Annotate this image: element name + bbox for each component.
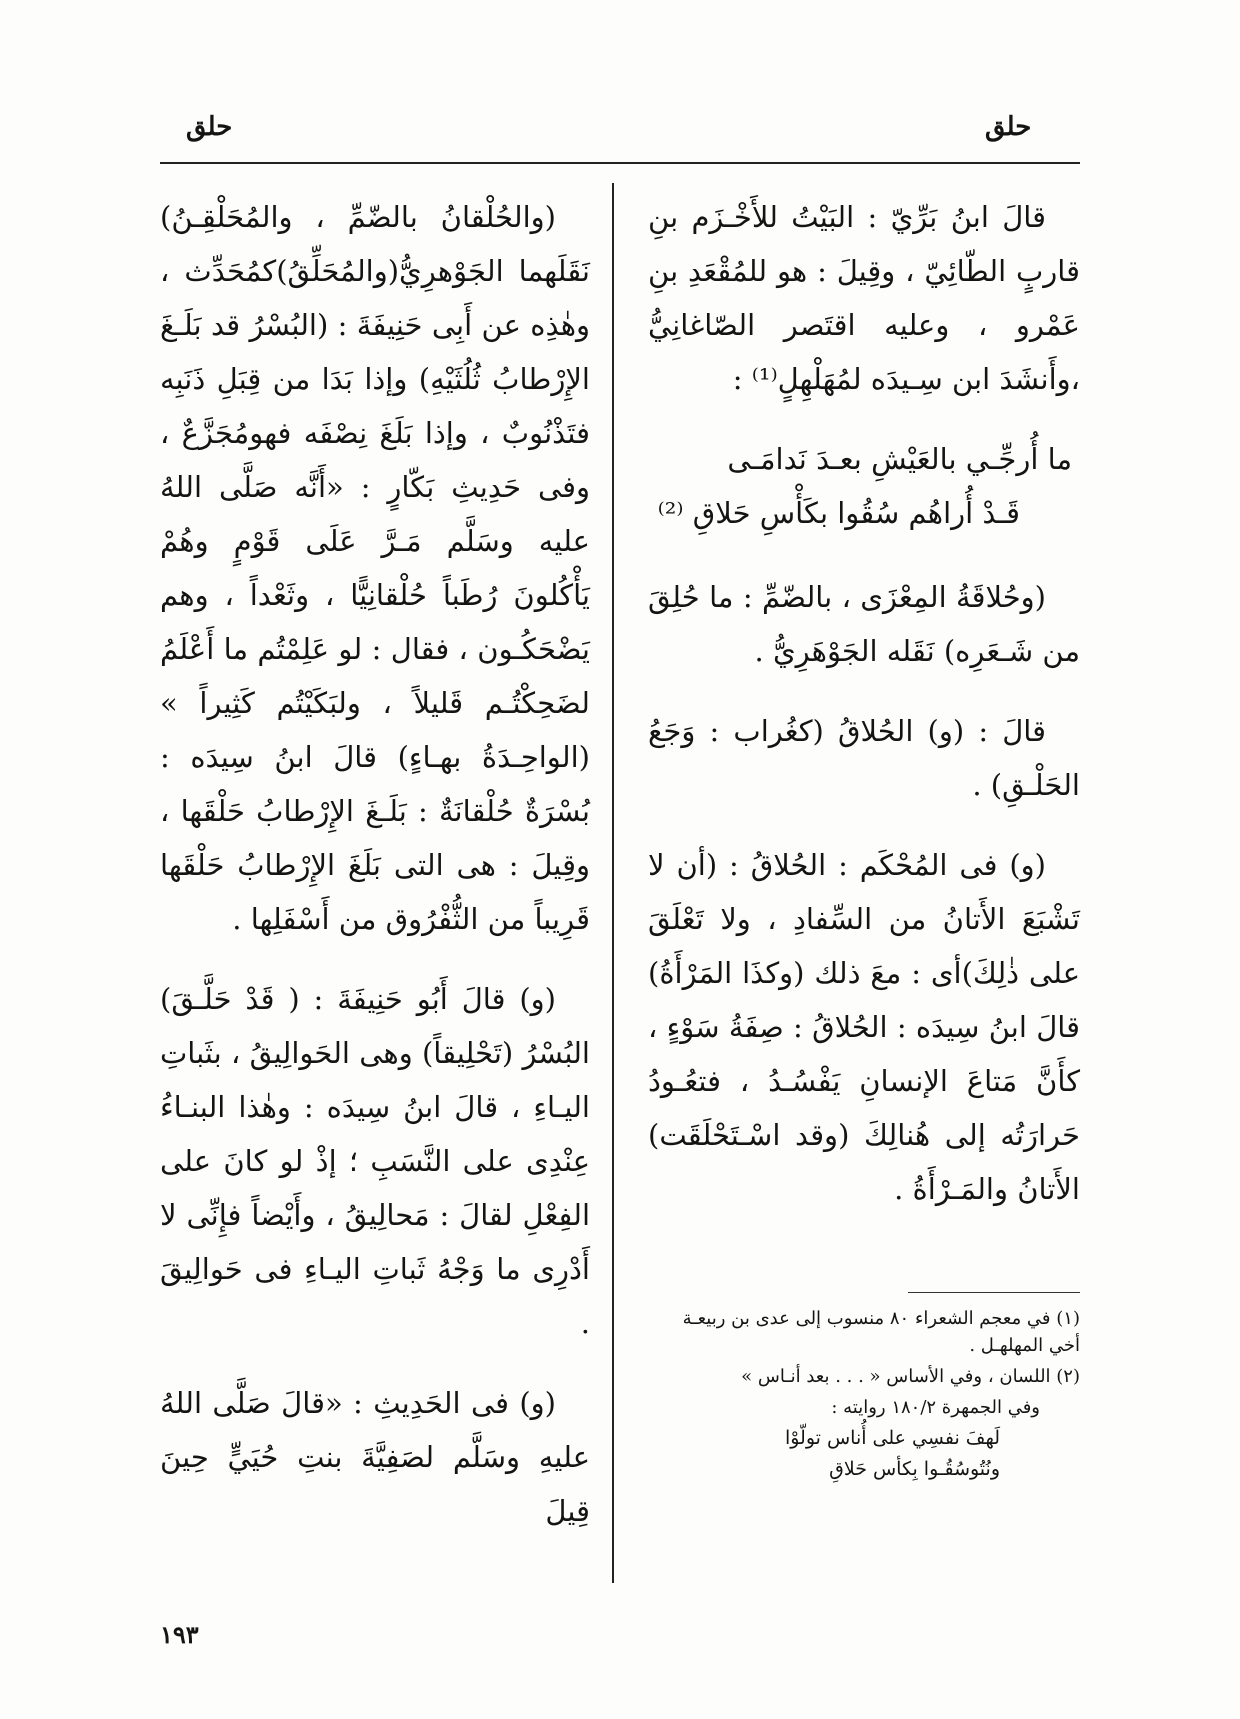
column-divider <box>612 183 614 1583</box>
footnote-2-continuation: وفي الجمهرة ١٨٠/٢ روايته : <box>831 1397 1040 1418</box>
verse-line-2: قَـدْ أُراهُم سُقُوا بكَأْسِ حَلاقِ ⁽²⁾ <box>657 496 1020 530</box>
footnote-2-verse-1: لَهفَ نفسِي على أُناس تولّوْا <box>784 1427 1000 1449</box>
footnote-rule <box>908 1292 1080 1293</box>
running-header-right: حلق <box>985 112 1032 142</box>
footnote-2-verse-2: ونُتُوسُقُـوا بِكأس حَلاقِ <box>829 1458 1000 1480</box>
left-paragraph-3: (و) فى الحَدِيثِ : «قالَ صَلَّى اللهُ عليهِ وسَلَّم لصَفِيَّةَ بنتِ حُيَيٍّ حِينَ قِيلَ <box>160 1386 590 1528</box>
poem-verse <box>648 432 1080 540</box>
footnotes <box>648 1305 1080 1487</box>
right-paragraph-1: قالَ ابنُ بَرِّيّ : البَيْتُ للأَخْـزَم بنِ قاربٍ الطّائِيّ ، وقِيلَ : هو للمُقْعَدِ بنِ عَمْرو ، وعليه اقتَصر الصّاغانِيُّ ،وأَنشَدَ ابن سِـيدَه لمُهَلْهِلٍ⁽¹⁾ : <box>648 200 1080 396</box>
right-paragraph-3: قالَ : (و) الحُلاقُ (كغُراب : وَجَعُ الحَلْـقِ) . <box>648 714 1080 802</box>
right-column <box>648 190 1080 1242</box>
verse-line-1: ما أُرجِّـي بالعَيْشِ بعـدَ نَدامَـى <box>727 442 1072 476</box>
header-rule <box>160 162 1080 164</box>
left-column <box>160 190 590 1564</box>
left-paragraph-1: (والحُلْقانُ بالضّمِّ ، والمُحَلْقِـنُ) نَقَلَهما الجَوْهرِيُّ(والمُحَلِّقُ)كمُحَدِّث ، وهٰذِه عن أَبِى حَنِيفَةَ : (البُسْرُ قد بَلَـغَ الإِرْطابُ ثُلُثَيْهِ) وإذا بَدَا من قِبَلِ ذَنَبِه فتَذْنُوبٌ ، وإذا بَلَغَ نِصْفَه فهومُجَزَّعٌ ، وفى حَدِيثِ بَكّارٍ : «أَنَّه صَلَّى اللهُ عليه وسَلَّم مَـرَّ عَلَى قَوْمٍ وهُمْ يَأْكُلونَ رُطَباً حُلْقانِيًّا ، وثَعْداً ، وهم يَضْحَكُـون ، فقال : لو عَلِمْتُم ما أَعْلَمُ لضَحِكْتُـم قَليلاً ، ولبَكَيْتُم كَثِيراً » (الواحِـدَةُ بهـاءٍ) قالَ ابنُ سِيدَه : بُسْرَةٌ حُلْقانَةٌ : بَلَـغَ الإِرْطابُ حَلْقَها ، وقِيلَ : هى التى بَلَغَ الإِرْطابُ حَلْقَها قَرِيباً من الثُّفْرُوق من أَسْفَلِها . <box>160 200 590 936</box>
page-number: ١٩٣ <box>160 1620 199 1649</box>
footnote-1: (١) في معجم الشعراء ٨٠ منسوب إلى عدى بن ربيعـة أخي المهلهـل . <box>682 1308 1080 1356</box>
footnote-2: (٢) اللسان ، وفي الأساس « . . . بعد أنـاس » <box>741 1366 1080 1387</box>
left-paragraph-2: (و) قالَ أَبُو حَنِيفَةَ : ( قَدْ حَلَّـقَ) البُسْرُ (تَحْلِيقاً) وهى الحَوالِيقُ ، بثَباتِ اليـاءِ ، قالَ ابنُ سِيدَه : وهٰذا البنـاءُ عِنْدِى على النَّسَبِ ؛ إذْ لو كانَ على الفِعْلِ لقالَ : مَحالِيقُ ، وأَيْضاً فإِنِّى لا أَدْرِى ما وَجْهُ ثَباتِ اليـاءِ فى حَوالِيقَ . <box>160 982 590 1340</box>
right-paragraph-2: (وحُلاقَةُ المِعْزَى ، بالضّمِّ : ما حُلِقَ من شَـعَرِه) نَقَله الجَوْهَرِيُّ . <box>648 580 1080 668</box>
right-paragraph-4: (و) فى المُحْكَم : الحُلاقُ : (أن لا تَشْبَعَ الأَتانُ من السِّفادِ ، ولا تَعْلَقَ على ذٰلِكَ)أى : معَ ذلك (وكذَا المَرْأَةُ) قالَ ابنُ سِيدَه : الحُلاقُ : صِفَةُ سَوْءٍ ، كأَنَّ مَتاعَ الإنسانِ يَفْسُـدُ ، فتعُـودُ حَرارَتُه إلى هُنالِكَ (وقد اسْـتَحْلَقَت) الأَتانُ والمَـرْأَةُ . <box>648 848 1080 1206</box>
running-header-left: حلق <box>186 112 233 142</box>
